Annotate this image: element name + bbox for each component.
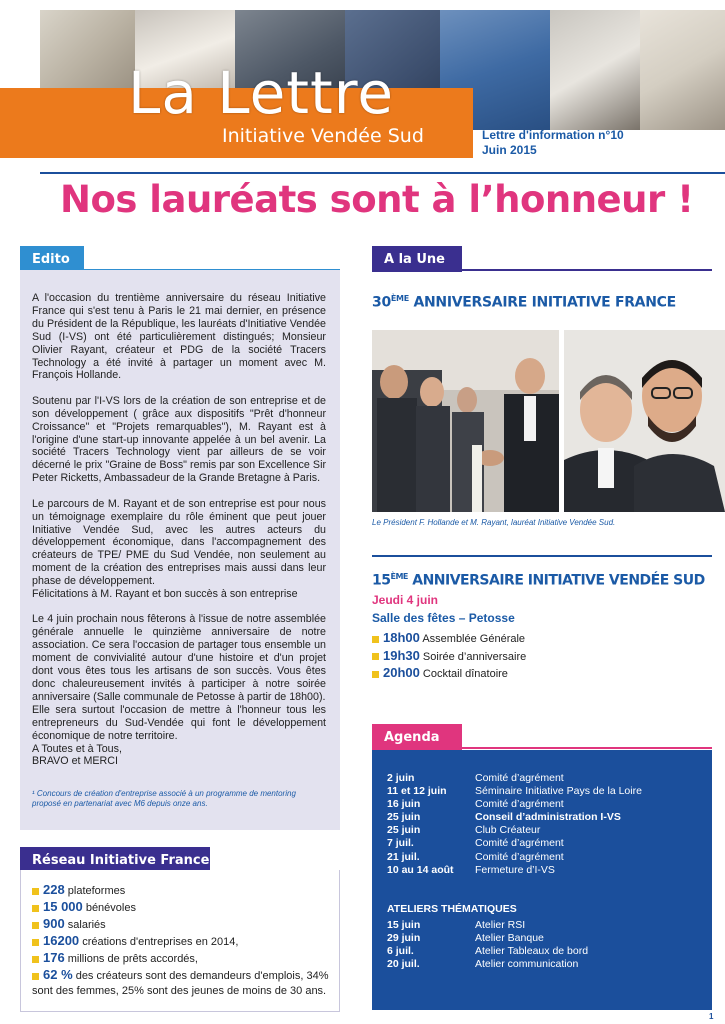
edito-text bbox=[32, 292, 326, 768]
program-row bbox=[372, 630, 526, 648]
atelier-row bbox=[387, 945, 588, 958]
edito-footnote: ¹ Concours de création d'entreprise associé à un programme de mentoring proposé en partenariat avec M6 depuis onze ans. bbox=[32, 789, 296, 808]
atelier-row bbox=[387, 958, 588, 971]
agenda-date: 25 juin bbox=[387, 811, 421, 824]
bullet-icon bbox=[32, 888, 39, 895]
program-text: Cocktail dînatoire bbox=[419, 668, 508, 680]
edito-paragraph: Soutenu par l'I-VS lors de la création de son entreprise et de son développement ( grâce aux dispositifs "Prêt d'honneur Croissance" et "Projets remarquables"), M. Rayant est à l'origine d'une start-up innovante appelée à un bel avenir. La société Tracers Technology vient par ailleurs de se voir décerné le prix "Graine de Boss" remis par son Excellence Sir Peter Ricketts, Ambassadeur de la Grande Bretagne à Paris. bbox=[32, 394, 326, 485]
stat-text: millions de prêts accordés, bbox=[64, 953, 198, 965]
issue-date: Juin 2015 bbox=[482, 143, 537, 157]
photo-selfie-image bbox=[564, 330, 725, 512]
edito-paragraph: BRAVO et MERCI bbox=[32, 755, 118, 768]
edito-paragraph: A Toutes et à Tous, bbox=[32, 742, 122, 755]
atelier-row bbox=[387, 932, 588, 945]
ivs-program bbox=[372, 630, 526, 683]
atelier-row bbox=[387, 919, 588, 932]
edito-paragraph: Elle sera surtout l'occasion de mettre à l'honneur tous les entrepreneurs du Sud-Vendée qui font le développement économique de notre territoire. bbox=[32, 703, 326, 742]
edito-paragraph: Le 4 juin prochain nous fêterons à l'issue de notre assemblée générale annuelle le quinzième anniversaire de notre association. Ce sera l'occasion de partager tous ensemble un moment de convivialité autour d'une histoire et d'un projet dont vous êtes tous les artisans de son succès. Vous êtes donc chaleureusement invités à participer à notre soirée anniversaire (Salle communale de Petosse à partir de 18h00). bbox=[32, 613, 326, 703]
edito-label: Edito bbox=[20, 246, 84, 272]
agenda-event: Fermeture d’I-VS bbox=[475, 863, 555, 876]
program-text: Soirée d’anniversaire bbox=[419, 650, 527, 663]
header-photo-7 bbox=[640, 10, 725, 130]
bullet-icon bbox=[32, 922, 39, 929]
edito-paragraph: A l'occasion du trentième anniversaire du réseau Initiative France qui s'est tenu à Paris le 21 mai dernier, en présence du Président de la République, les lauréats d'Initiative Vendée Sud (I-VS) ont été particulièrement distingués; Monsieur Olivier Rayant, créateur et PDG de la société Tracers Technology a été invité à partager un moment avec M. François Hollande. bbox=[32, 292, 326, 382]
stat-text: créations d'entreprises en 2014, bbox=[79, 936, 239, 948]
atelier-date: 6 juil. bbox=[387, 945, 414, 958]
page-number: 1 bbox=[709, 1012, 714, 1021]
ivs-date: Jeudi 4 juin bbox=[372, 593, 439, 607]
atelier-event: Atelier RSI bbox=[475, 919, 526, 931]
stat-row bbox=[32, 950, 332, 967]
ateliers-table bbox=[387, 919, 588, 971]
agenda-event: Comité d’agrément bbox=[475, 850, 564, 863]
ivs-title bbox=[372, 572, 705, 589]
atelier-event: Atelier communication bbox=[475, 958, 579, 971]
agenda-row bbox=[387, 798, 642, 811]
ateliers-title: ATELIERS THÉMATIQUES bbox=[387, 903, 517, 915]
agenda-row bbox=[387, 811, 642, 824]
bullet-icon bbox=[32, 939, 39, 946]
issue-info bbox=[482, 128, 624, 158]
agenda-date: 7 juil. bbox=[387, 837, 414, 850]
ivs-title-text: ANNIVERSAIRE INITIATIVE VENDÉE SUD bbox=[407, 572, 705, 589]
agenda-date: 21 juil. bbox=[387, 850, 420, 863]
stat-row bbox=[32, 933, 332, 950]
photo-selfie bbox=[564, 330, 725, 512]
ivs-title-number: 15 bbox=[372, 572, 391, 589]
photo-handshake bbox=[372, 330, 559, 512]
atelier-event: Atelier Banque bbox=[475, 932, 544, 945]
stat-text: des créateurs sont des demandeurs d'emplois, 34% sont des femmes, 25% sont des jeunes de moins de 30 ans. bbox=[32, 970, 329, 997]
headline-rule bbox=[40, 172, 725, 174]
une-title-sup: ÈME bbox=[390, 294, 409, 303]
edito-paragraph: Félicitations à M. Rayant et bon succès à son entreprise bbox=[32, 588, 298, 601]
stat-row bbox=[32, 899, 332, 916]
bullet-icon bbox=[372, 653, 379, 660]
une-title-number: 30 bbox=[372, 294, 391, 311]
atelier-date: 29 juin bbox=[387, 932, 421, 945]
brand-subtitle: Initiative Vendée Sud bbox=[222, 125, 424, 147]
agenda-label: Agenda bbox=[372, 724, 462, 750]
stat-number: 228 bbox=[43, 882, 65, 897]
program-row bbox=[372, 648, 526, 666]
agenda-event: Séminaire Initiative Pays de la Loire bbox=[475, 785, 642, 798]
ivs-place: Salle des fêtes – Petosse bbox=[372, 611, 515, 625]
atelier-date: 15 juin bbox=[387, 919, 421, 931]
agenda-event: Comité d’agrément bbox=[475, 772, 564, 784]
photo-handshake-image bbox=[372, 330, 559, 512]
stat-text: bénévoles bbox=[82, 902, 136, 914]
bullet-icon bbox=[32, 973, 39, 980]
program-time: 18h00 bbox=[383, 630, 420, 645]
agenda-event: Conseil d’administration I-VS bbox=[475, 811, 621, 824]
agenda-row bbox=[387, 864, 642, 877]
agenda-date: 16 juin bbox=[387, 798, 421, 811]
stat-text: salariés bbox=[64, 919, 106, 931]
reseau-stats bbox=[32, 882, 332, 999]
agenda-row bbox=[387, 824, 642, 837]
issue-number: Lettre d'information n°10 bbox=[482, 128, 624, 142]
agenda-date: 11 et 12 juin bbox=[387, 785, 447, 798]
agenda-date: 10 au 14 août bbox=[387, 863, 454, 876]
header-photo-6 bbox=[550, 10, 640, 130]
une-rule bbox=[462, 269, 712, 271]
stat-text: plateformes bbox=[64, 885, 126, 897]
agenda-event: Club Créateur bbox=[475, 824, 541, 837]
bullet-icon bbox=[32, 956, 39, 963]
bullet-icon bbox=[372, 636, 379, 643]
headline: Nos lauréats sont à l’honneur ! bbox=[60, 178, 694, 221]
agenda-table bbox=[387, 772, 642, 877]
atelier-event: Atelier Tableaux de bord bbox=[475, 945, 589, 958]
une-title bbox=[372, 294, 676, 311]
une-title-text: ANNIVERSAIRE INITIATIVE FRANCE bbox=[408, 294, 676, 311]
une-label: A la Une bbox=[372, 246, 462, 272]
program-row bbox=[372, 665, 526, 683]
atelier-date: 20 juil. bbox=[387, 958, 420, 971]
stat-number: 62 % bbox=[43, 967, 73, 982]
stat-number: 16200 bbox=[43, 933, 80, 948]
agenda-row bbox=[387, 772, 642, 785]
stat-row bbox=[32, 967, 332, 999]
edito-paragraph: Le parcours de M. Rayant et de son entreprise est pour nous un témoignage exemplaire du rôle éminent que peut jouer Initiative Vendée Sud, avec les autres acteurs du développement économique, dans l'accompagnement des créateurs de TPE/ PME du Sud Vendée, non seulement au moment de la création des entreprises mais aussi dans leur phase de développement. bbox=[32, 497, 326, 588]
agenda-event: Comité d’agrément bbox=[475, 798, 564, 811]
agenda-rule bbox=[462, 747, 712, 749]
agenda-date: 25 juin bbox=[387, 824, 421, 837]
stat-row bbox=[32, 882, 332, 899]
stat-row bbox=[32, 916, 332, 933]
ivs-title-sup: ÈME bbox=[390, 572, 408, 581]
program-text: Assemblée Générale bbox=[419, 633, 526, 645]
stat-number: 176 bbox=[43, 950, 65, 965]
brand-title: La Lettre bbox=[128, 59, 395, 127]
photo-caption: Le Président F. Hollande et M. Rayant, lauréat Initiative Vendée Sud. bbox=[372, 518, 616, 527]
program-time: 19h30 bbox=[383, 647, 420, 663]
program-time: 20h00 bbox=[383, 665, 420, 680]
stat-number: 15 000 bbox=[43, 899, 83, 914]
agenda-row bbox=[387, 785, 642, 798]
bullet-icon bbox=[32, 905, 39, 912]
agenda-date: 2 juin bbox=[387, 772, 415, 784]
reseau-label: Réseau Initiative France bbox=[20, 847, 210, 873]
agenda-row bbox=[387, 851, 642, 864]
bullet-icon bbox=[372, 671, 379, 678]
stat-number: 900 bbox=[43, 916, 65, 931]
agenda-event: Comité d’agrément bbox=[475, 837, 564, 850]
ivs-rule bbox=[372, 555, 712, 557]
agenda-row bbox=[387, 837, 642, 850]
